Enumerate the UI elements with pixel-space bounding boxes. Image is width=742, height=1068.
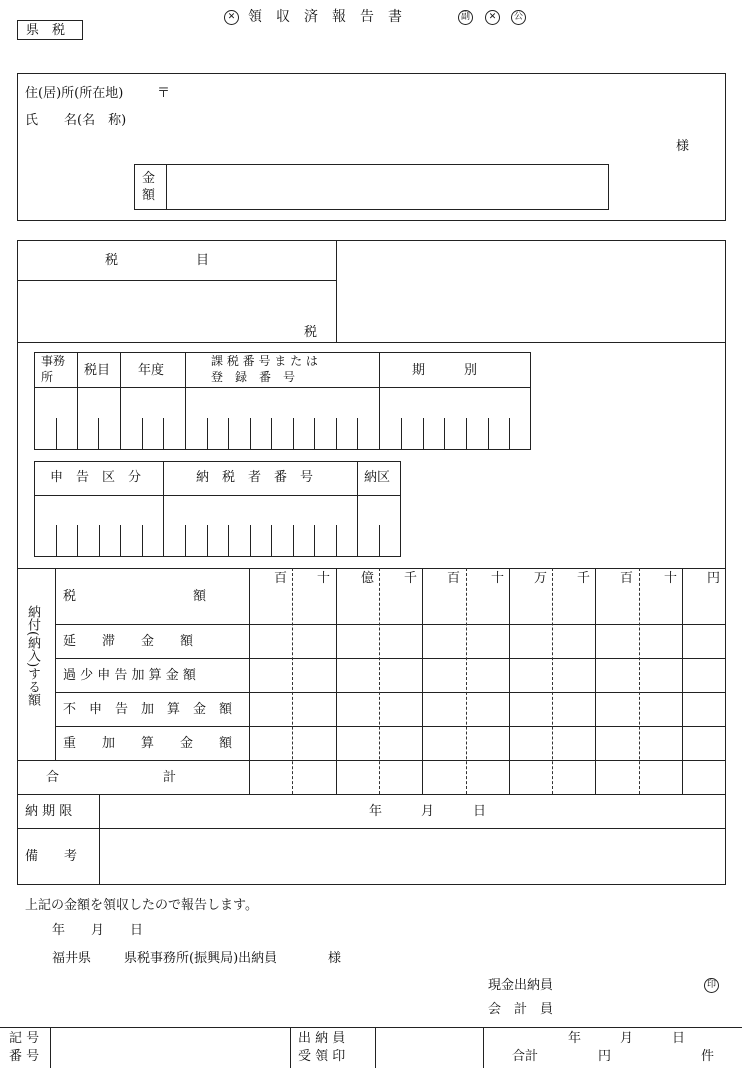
name-label: 氏 名(名 称) bbox=[25, 113, 127, 128]
public-mark: 公 bbox=[511, 10, 526, 25]
tax-item-header: 税 目 bbox=[105, 253, 210, 268]
honorific: 様 bbox=[676, 139, 690, 154]
amount-label-1: 金 bbox=[142, 171, 156, 186]
declare-type-label: 申 告 区 分 bbox=[50, 470, 142, 485]
due-date-field[interactable] bbox=[103, 797, 723, 825]
amount-label-2: 額 bbox=[142, 188, 156, 203]
payment-type-label: 納区 bbox=[364, 470, 391, 485]
amount-divider bbox=[166, 164, 167, 210]
duplicate-mark: 副 bbox=[458, 10, 473, 25]
tax-tag: 県 税 bbox=[26, 23, 66, 38]
digit-unit-label: 千 bbox=[577, 571, 591, 586]
remarks-label: 備 考 bbox=[25, 849, 78, 864]
digit-unit-label: 十 bbox=[491, 571, 505, 586]
remarks-field[interactable] bbox=[103, 832, 723, 882]
amount-row-late-fee: 延 滞 金 額 bbox=[63, 634, 194, 649]
tax-item-suffix: 税 bbox=[304, 325, 318, 340]
seal-mark: 印 bbox=[704, 978, 719, 993]
digit-unit-label: 百 bbox=[620, 571, 634, 586]
number-label-2: 登 録 番 号 bbox=[211, 370, 296, 384]
report-date: 年 月 日 bbox=[52, 923, 144, 938]
digit-unit-label: 万 bbox=[534, 571, 548, 586]
code-input-area[interactable] bbox=[35, 389, 530, 449]
year-label: 年度 bbox=[138, 363, 165, 378]
amount-row-heavy-surcharge: 重 加 算 金 額 bbox=[63, 736, 233, 751]
office-label-2: 所 bbox=[41, 370, 54, 384]
tax-item-field[interactable] bbox=[20, 283, 332, 338]
officer-label-2: 受 領 印 bbox=[298, 1049, 346, 1064]
address-label: 住(居)所(所在地) bbox=[25, 86, 124, 101]
digit-unit-label: 十 bbox=[664, 571, 678, 586]
period-label: 期 別 bbox=[412, 363, 478, 378]
digit-unit-label: 円 bbox=[707, 571, 721, 586]
digit-unit-label: 十 bbox=[317, 571, 331, 586]
office-label-1: 事務 bbox=[41, 354, 66, 368]
addressee-office: 県税事務所(振興局)出納員 bbox=[124, 951, 278, 966]
amount-side-label: 納付(納入)する額 bbox=[25, 605, 40, 707]
symbol-label-2: 番 号 bbox=[9, 1049, 40, 1064]
cashier-label: 現金出納員 bbox=[488, 978, 554, 993]
postal-mark: 〒 bbox=[157, 86, 171, 101]
page-title: 領 収 済 報 告 書 bbox=[248, 9, 402, 25]
bottom-total-label: 合計 bbox=[512, 1049, 539, 1064]
tax-item-code-label: 税目 bbox=[84, 363, 111, 378]
addressee-prefecture: 福井県 bbox=[52, 951, 92, 966]
officer-label-1: 出 納 員 bbox=[298, 1031, 346, 1046]
declare-input-area[interactable] bbox=[35, 497, 400, 556]
tax-item-extra-field[interactable] bbox=[340, 244, 722, 338]
receipt-statement: 上記の金額を領収したので報告します。 bbox=[25, 898, 258, 913]
symbol-label-1: 記 号 bbox=[9, 1031, 40, 1046]
amount-row-tax: 税 額 bbox=[63, 589, 207, 604]
cancel-mark-icon: ✕ bbox=[485, 10, 500, 25]
amount-digit-fields[interactable] bbox=[251, 588, 724, 792]
digit-unit-label: 千 bbox=[404, 571, 418, 586]
digit-unit-label: 百 bbox=[447, 571, 461, 586]
amount-row-under-declaration: 過 少 申 告 加 算 金 額 bbox=[63, 668, 196, 683]
amount-total-label: 合 計 bbox=[46, 770, 177, 785]
digit-unit-label: 百 bbox=[274, 571, 288, 586]
symbol-field[interactable] bbox=[53, 1030, 287, 1066]
accountant-label: 会 計 員 bbox=[488, 1002, 554, 1017]
amount-row-non-declaration: 不 申 告 加 算 金 額 bbox=[63, 702, 233, 717]
addressee-honorific: 様 bbox=[328, 951, 342, 966]
bottom-yen-label: 円 bbox=[598, 1049, 612, 1064]
digit-unit-label: 億 bbox=[361, 571, 375, 586]
number-label-1: 課 税 番 号 ま た は bbox=[211, 354, 318, 368]
due-date-label: 納 期 限 bbox=[25, 804, 73, 819]
officer-seal-field[interactable] bbox=[378, 1030, 480, 1066]
cancel-mark-icon: ✕ bbox=[224, 10, 239, 25]
amount-field[interactable] bbox=[134, 164, 609, 210]
due-date-value: 年 月 日 bbox=[369, 804, 487, 819]
bottom-date: 年 月 日 bbox=[568, 1031, 686, 1046]
taxpayer-number-label: 納 税 者 番 号 bbox=[196, 470, 314, 485]
bottom-count-label: 件 bbox=[701, 1049, 715, 1064]
